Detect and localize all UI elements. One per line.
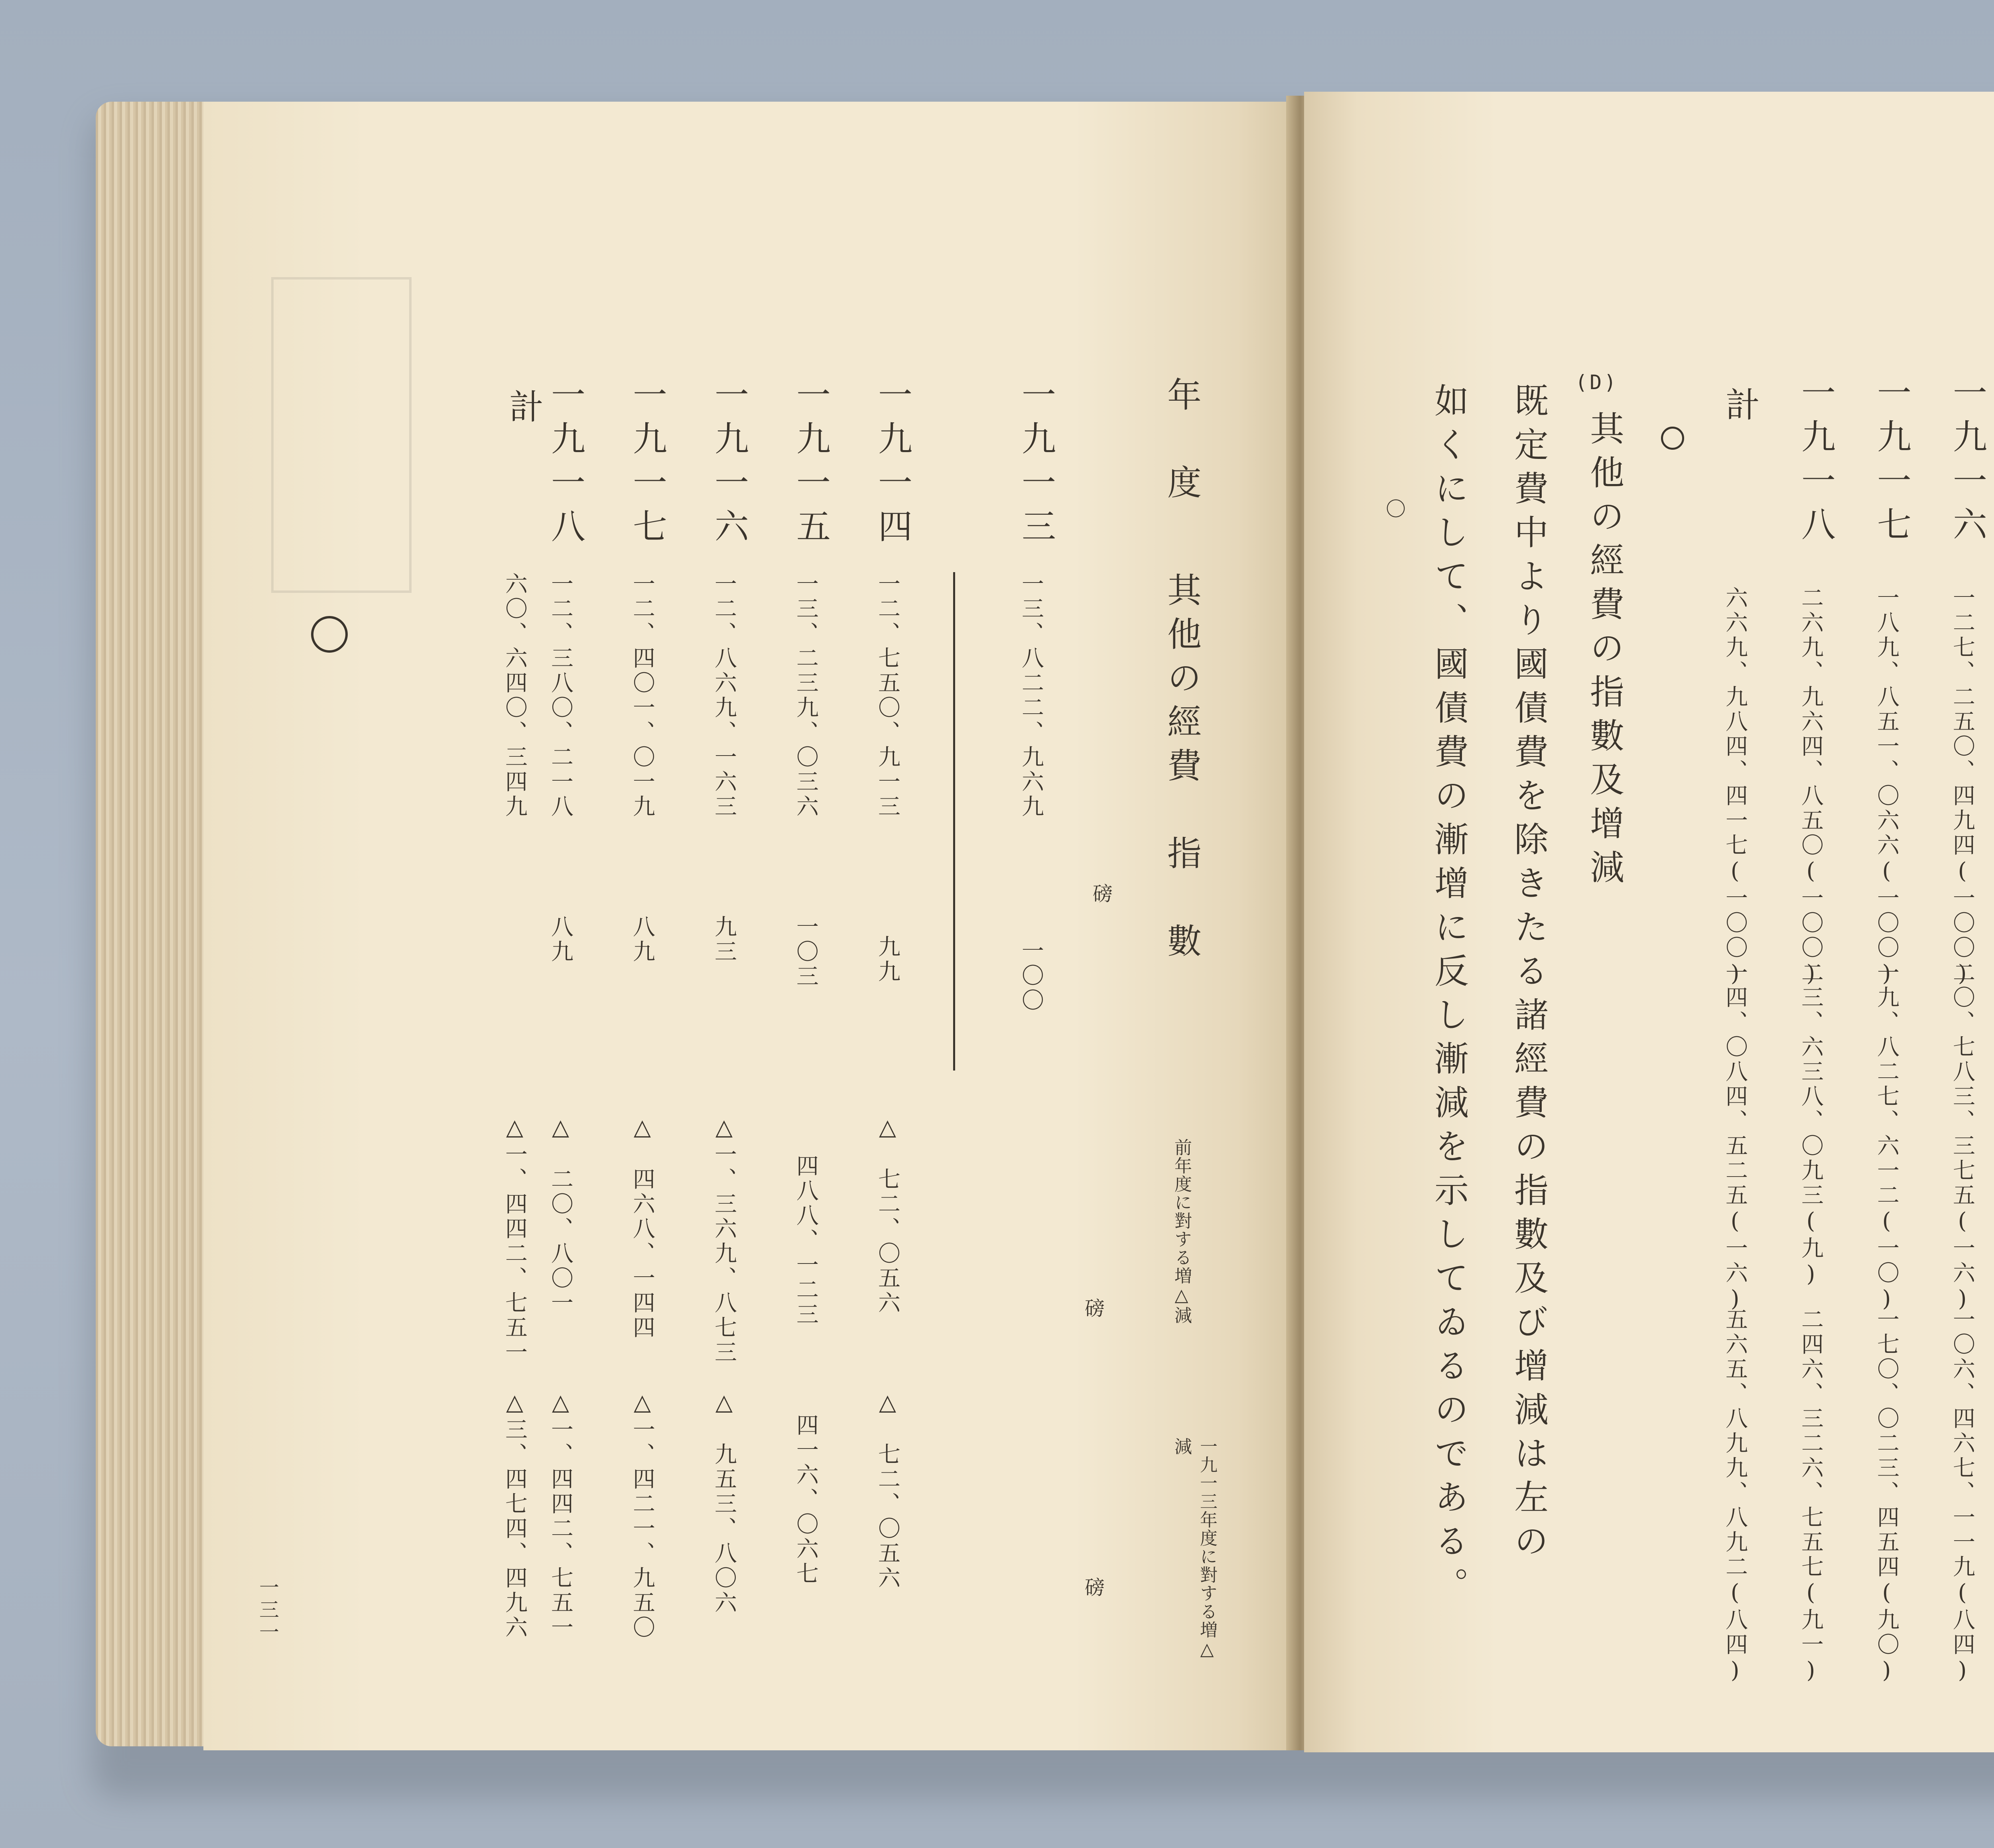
left-row-1914-amount: 一二、七五〇、九一三 bbox=[875, 572, 900, 819]
left-row-1918-base: △一、四四二、七五一 bbox=[548, 1389, 573, 1640]
section-d-heading: (D) bbox=[1575, 371, 1619, 394]
left-row-1916-index: 九三 bbox=[711, 915, 737, 964]
left-total-label: 計 bbox=[503, 389, 543, 433]
left-row-1915-prev: 四八八、一二三 bbox=[793, 1154, 819, 1327]
right-row-1917-total: 一八九、八五一、〇六六(一〇〇) bbox=[1874, 586, 1899, 989]
left-row-1917-base: △一、四二一、九五〇 bbox=[629, 1389, 655, 1640]
left-total-base: △三、四七四、四九六 bbox=[502, 1389, 528, 1640]
left-page-edges bbox=[96, 102, 215, 1746]
left-row-1915-base: 四一六、〇六七 bbox=[793, 1413, 819, 1586]
section-d-body-line-1: 既定費中より國債費を除きたる諸經費の指數及び增減は左の bbox=[1508, 383, 1548, 1567]
left-page-number: 一三一 bbox=[256, 1577, 279, 1644]
left-row-1918-index: 八九 bbox=[548, 915, 573, 964]
section-d-title: 其他の經費の指數及增減 bbox=[1584, 411, 1624, 893]
left-row-1916-base: △ 九五三、八〇六 bbox=[711, 1389, 737, 1616]
right-row-1916-total: 一二七、二五〇、四九四(一〇〇) bbox=[1949, 586, 1975, 989]
left-header-base-unit: 磅 bbox=[1082, 1577, 1105, 1599]
right-total-war: 五六五、八九九、八九二(八四) bbox=[1722, 1308, 1748, 1686]
left-table-rule bbox=[953, 572, 955, 1071]
left-row-1914-base: △ 七二、〇五六 bbox=[875, 1389, 900, 1591]
right-row-1918-year: 一九一八 bbox=[1795, 375, 1835, 550]
left-total-amount: 六〇、六四〇、三四九 bbox=[502, 572, 528, 819]
left-row-1915-year: 一九一五 bbox=[790, 377, 830, 552]
left-row-1917-prev: △ 四六八、一四四 bbox=[629, 1114, 655, 1340]
left-row-1916-prev: △一、三六九、八七三 bbox=[711, 1114, 737, 1365]
left-row-1913-index: 一〇〇 bbox=[1018, 939, 1044, 1013]
right-page bbox=[1304, 92, 1994, 1752]
left-header-base-diff: 一九一三年度に對する増△減 bbox=[1171, 1437, 1217, 1660]
right-margin-mark: 〇 bbox=[1383, 498, 1406, 521]
right-row-1916-war: 一〇六、四六七、一一九(八四) bbox=[1949, 1308, 1975, 1686]
left-header-title: 其他の經費 指 數 bbox=[1161, 572, 1201, 967]
left-row-1915-amount: 一三、二三九、〇三六 bbox=[793, 572, 819, 819]
left-header-prev-unit: 磅 bbox=[1082, 1298, 1105, 1320]
left-margin-circle-mark bbox=[311, 616, 348, 653]
section-d-body-line-2: 如くにして、國債費の漸增に反し漸減を示してゐるのである。 bbox=[1429, 383, 1468, 1611]
left-row-1913-amount: 一三、八二二、九六九 bbox=[1018, 572, 1044, 819]
left-row-1914-prev: △ 七二、〇五六 bbox=[875, 1114, 900, 1316]
left-row-1914-index: 九九 bbox=[875, 935, 900, 984]
left-header-year: 年 度 bbox=[1161, 377, 1201, 508]
right-row-1917-war: 一七〇、〇二三、四五四(九〇) bbox=[1874, 1308, 1899, 1686]
right-row-1916-year: 一九一六 bbox=[1947, 375, 1987, 550]
left-row-1914-year: 一九一四 bbox=[872, 377, 912, 552]
right-margin-circle-mark bbox=[1661, 427, 1684, 450]
left-row-1918-prev: △ 二〇、八〇一 bbox=[548, 1114, 573, 1316]
left-header-prev-diff: 前年度に對する増△減 bbox=[1171, 1138, 1192, 1324]
right-row-1917-ordinary: 一九、八二七、六一二(一〇) bbox=[1874, 961, 1899, 1314]
left-row-1916-amount: 一二、八六九、一六三 bbox=[711, 572, 737, 819]
right-row-1916-ordinary: 二〇、七八三、三七五(一六) bbox=[1949, 961, 1975, 1314]
left-total-prev: △一、四四二、七五一 bbox=[502, 1114, 528, 1365]
left-row-1918-amount: 一二、三八〇、二一八 bbox=[548, 572, 573, 819]
right-row-1918-war: 二四六、三二六、七五七(九一) bbox=[1798, 1308, 1824, 1686]
left-row-1913-year: 一九一三 bbox=[1016, 377, 1056, 552]
left-row-1917-amount: 一二、四〇一、〇一九 bbox=[629, 572, 655, 819]
left-row-1916-year: 一九一六 bbox=[709, 377, 749, 552]
right-total-total: 六六九、九八四、四一七(一〇〇) bbox=[1722, 586, 1748, 989]
left-row-1917-index: 八九 bbox=[629, 915, 655, 964]
left-header-unit: 磅 bbox=[1090, 883, 1113, 905]
right-row-1918-ordinary: 二三、六三八、〇九三(九) bbox=[1798, 961, 1824, 1289]
right-total-ordinary: 一四、〇八四、五二五(一六) bbox=[1722, 961, 1748, 1314]
right-total-label: 計 bbox=[1720, 387, 1760, 431]
left-row-1918-year: 一九一八 bbox=[545, 377, 585, 552]
right-row-1918-total: 二六九、九六四、八五〇(一〇〇) bbox=[1798, 586, 1824, 989]
left-row-1915-index: 一〇三 bbox=[793, 915, 819, 989]
right-row-1917-year: 一九一七 bbox=[1871, 375, 1911, 550]
faint-stamp-bleed bbox=[271, 277, 412, 593]
left-row-1917-year: 一九一七 bbox=[627, 377, 667, 552]
left-page bbox=[203, 102, 1292, 1750]
